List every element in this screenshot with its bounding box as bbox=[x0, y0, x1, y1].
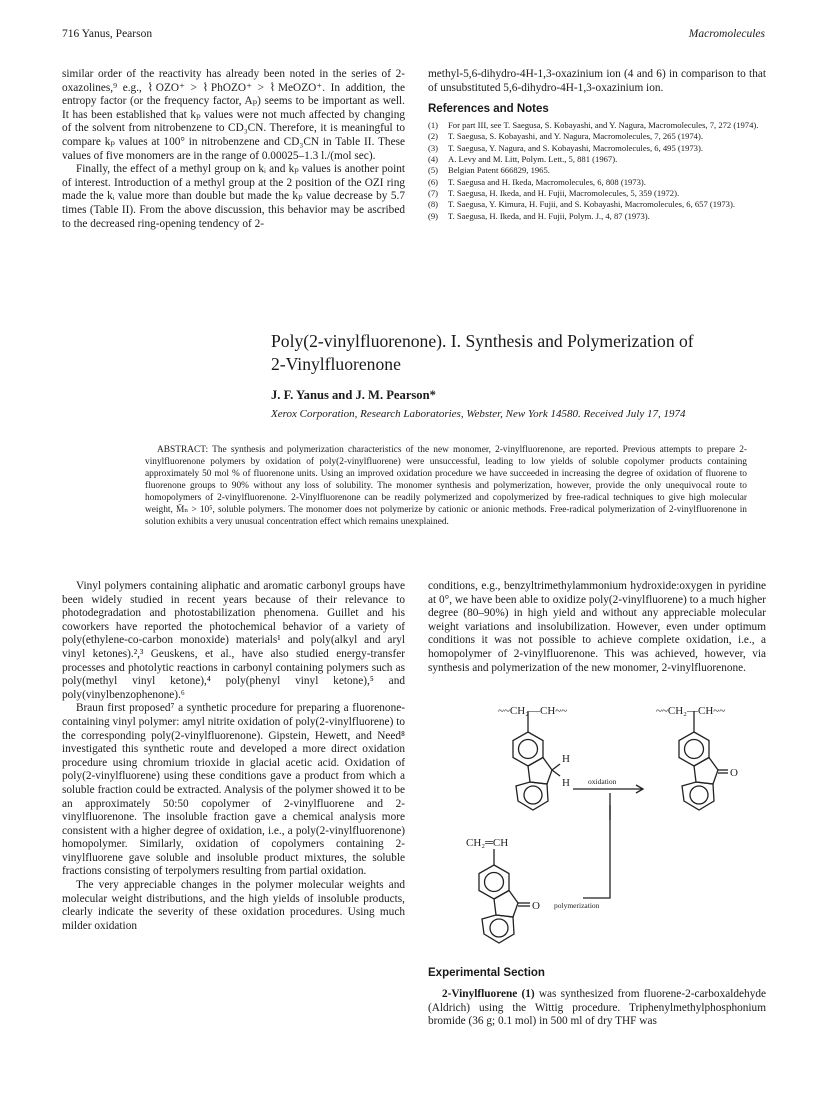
right-paragraph-1: conditions, e.g., benzyltrimethylammonium hydroxide:oxygen in pyridine at 0°, we have been able to oxidize poly(2-vinylfluorene) to a much higher degree (80–90%) in high yield and without any appreciable molecular weight variations and insolubilization. However, even under optimum conditions it was not possible to achieve complete oxidation, i.e., a homopolymer of 2-vinylfluorenone. This was achieved, however, via synthesis and polymerization of the new monomer, 2-vinylfluorenone. bbox=[428, 580, 766, 674]
experimental-text: was synthesized from fluorene-2-carboxaldehyde (Aldrich) using the Wittig procedure. Triphenylmethylphosphonium bromide (36 g; 0.1 mol) in 500 ml of dry THF was bbox=[428, 988, 766, 1028]
article-title bbox=[271, 330, 771, 376]
article-affiliation: Xerox Corporation, Research Laboratories, Webster, New York 14580. Received July 17, 1974 bbox=[271, 408, 686, 420]
reference-item: (6) T. Saegusa and H. Ikeda, Macromolecules, 6, 808 (1973). bbox=[428, 176, 646, 187]
running-header-journal: Macromolecules bbox=[688, 28, 765, 40]
article-title-line-1: Poly(2-vinylfluorenone). I. Synthesis and Polymerization of bbox=[271, 331, 694, 351]
reference-item: (2) T. Saegusa, S. Kobayashi, and Y. Nagura, Macromolecules, 7, 265 (1974). bbox=[428, 131, 703, 142]
scheme-oxidation-label: oxidation bbox=[588, 777, 617, 786]
references-heading: References and Notes bbox=[428, 103, 549, 116]
experimental-paragraph bbox=[428, 988, 766, 1029]
reference-item: (4) A. Levy and M. Litt, Polym. Lett., 5, 881 (1967). bbox=[428, 154, 618, 165]
top-right-paragraph-1: methyl-5,6-dihydro-4H-1,3-oxazinium ion (4 and 6) in comparison to that of unsubstituted 5,6-dihydro-4H-1,3-oxazinium ion. bbox=[428, 68, 766, 94]
scheme-chain-right: ~~CH₂—CH~~ bbox=[656, 705, 726, 717]
reference-item: (9) T. Saegusa, H. Ikeda, and H. Fujii, Polym. J., 4, 87 (1973). bbox=[428, 210, 650, 221]
scheme-chain-top: ~~CH₂—CH~~ bbox=[498, 705, 568, 717]
abstract: ABSTRACT: The synthesis and polymerization characteristics of the new monomer, 2-vinylfluorenone, are reported. Previous attempts to prepare 2-vinylfluorenone polymers by oxidation of poly(2-vinylfluorene) were unsuccessful, leading to low yields of soluble copolymer products containing approximately 50 mol % of fluorenone units. Using an improved oxidation procedure we have succeeded in increasing the degree of oxidation of fluorene to fluorenone groups to 90% without any loss of solubility. The monomer synthesis and polymerization, however, provide the only unequivocal route to homopolymers of 2-vinylfluorenone. 2-Vinylfluorenone can be readily polymerized and copolymerized by free-radical techniques to give high molecular weight, M̄ₙ > 10⁵, soluble polymers. The monomer does not polymerize by cationic or anionic methods. Free-radical polymerization of 2-vinylfluorenone in solution exhibits a very unusual concentration effect which remains unexplained. bbox=[145, 445, 747, 527]
reference-item: (1) For part III, see T. Saegusa, S. Kobayashi, and Y. Nagura, Macromolecules, 7, 272 (1974). bbox=[428, 120, 759, 131]
scheme-monomer-vinyl: CH₂═CH bbox=[466, 837, 509, 849]
experimental-compound: 2-Vinylfluorene (1) bbox=[442, 988, 535, 1000]
experimental-heading: Experimental Section bbox=[428, 967, 545, 979]
reference-item: (7) T. Saegusa, H. Ikeda, and H. Fujii, Macromolecules, 5, 359 (1972). bbox=[428, 187, 680, 198]
scheme-h-upper: H bbox=[562, 753, 570, 765]
scheme-h-lower: H bbox=[562, 777, 570, 789]
top-left-column bbox=[62, 68, 405, 231]
reference-item: (8) T. Saegusa, Y. Kimura, H. Fujii, and S. Kobayashi, Macromolecules, 6, 657 (1973). bbox=[428, 199, 735, 210]
intro-paragraph-3: The very appreciable changes in the polymer molecular weights and molecular weight distributions, and the high yields of insoluble products, clearly indicate the severity of these oxidation procedures. Using much milder oxidation bbox=[62, 879, 405, 932]
intro-paragraph-1: Vinyl polymers containing aliphatic and aromatic carbonyl groups have been widely studied in recent years because of their relevance to photodegradation and photostabilization phenomena. Guillet and his coworkers have reported the photochemical behavior of a variety of poly(ethylene-co-carbon monoxide) materials¹ and poly(alkyl and aryl vinyl ketones).²,³ Geuskens, et al., have also studied energy-transfer processes and photolytic reactions in carbonyl containing polymers such as poly(methyl vinyl ketone),⁴ poly(phenyl vinyl ketone),⁵ and poly(vinylbenzophenone).⁶ bbox=[62, 580, 405, 701]
top-left-paragraph-1: similar order of the reactivity has already been noted in the series of 2-oxazolines,⁹ e.g., ⌇OZO⁺ > ⌇PhOZO⁺ > ⌇MeOZO⁺. In addition, the entropy factor (or the frequency factor, Aₚ) seems to be important as well. It has been established that kₚ values were not much affected by changing of the solvent from nitrobenzene to CD₃CN. Therefore, it is meaningful to compare kₚ values at 100° in nitrobenzene and CD₃CN in Table II. These values of five monomers are in the range of 0.00025–1.3 l./(mol sec). bbox=[62, 68, 405, 162]
body-right-column bbox=[428, 580, 766, 675]
scheme-polymerization-label: polymerization bbox=[554, 901, 600, 910]
reaction-scheme bbox=[428, 700, 768, 960]
references-list bbox=[428, 120, 766, 222]
top-left-paragraph-2: Finally, the effect of a methyl group on kᵢ and kₚ values is another point of interest. Introduction of a methyl group at the 2 position of the OZI ring made the kᵢ value more than double but made the kₚ value decrease by 5.7 times (Table II). From the above discussion, this behavior may be ascribed to the decreased ring-opening tendency of 2- bbox=[62, 163, 405, 230]
article-authors: J. F. Yanus and J. M. Pearson* bbox=[271, 388, 436, 402]
reference-item: (3) T. Saegusa, Y. Nagura, and S. Kobayashi, Macromolecules, 6, 495 (1973). bbox=[428, 142, 703, 153]
intro-paragraph-2: Braun first proposed⁷ a synthetic procedure for preparing a fluorenone-containing vinyl polymer: amyl nitrite oxidation of poly(2-vinylfluorene) to the corresponding poly(2-vinylfluorenone). Gipstein, Hewett, and Need⁸ investigated this synthetic route and developed a more direct oxidation procedure using chromium trioxide in glacial acetic acid. Oxidation of poly(2-vinylfluorene) using these conditions gave a product from which a soluble fraction could be extracted. Analysis of the polymer showed it to be an approximately 50:50 copolymer of 2-vinylfluorene and 2-vinylfluorenone. The insoluble fraction gave a chemical analysis more consistent with a higher degree of oxidation, i.e., a poly(2-vinylfluorenone) homopolymer. Similarly, oxidation of copolymers containing 2-vinylfluorene gave soluble and insoluble product mixtures, the soluble fractions consisting of terpolymers resulting from partial oxidation. bbox=[62, 702, 405, 878]
top-right-column bbox=[428, 68, 766, 222]
article-title-line-2: 2-Vinylfluorenone bbox=[271, 354, 401, 374]
body-left-column bbox=[62, 580, 405, 933]
scheme-carbonyl-o: O bbox=[730, 767, 738, 779]
reference-item: (5) Belgian Patent 666829, 1965. bbox=[428, 165, 550, 176]
running-header-left: 716 Yanus, Pearson bbox=[62, 28, 153, 40]
scheme-monomer-o: O bbox=[532, 900, 540, 912]
